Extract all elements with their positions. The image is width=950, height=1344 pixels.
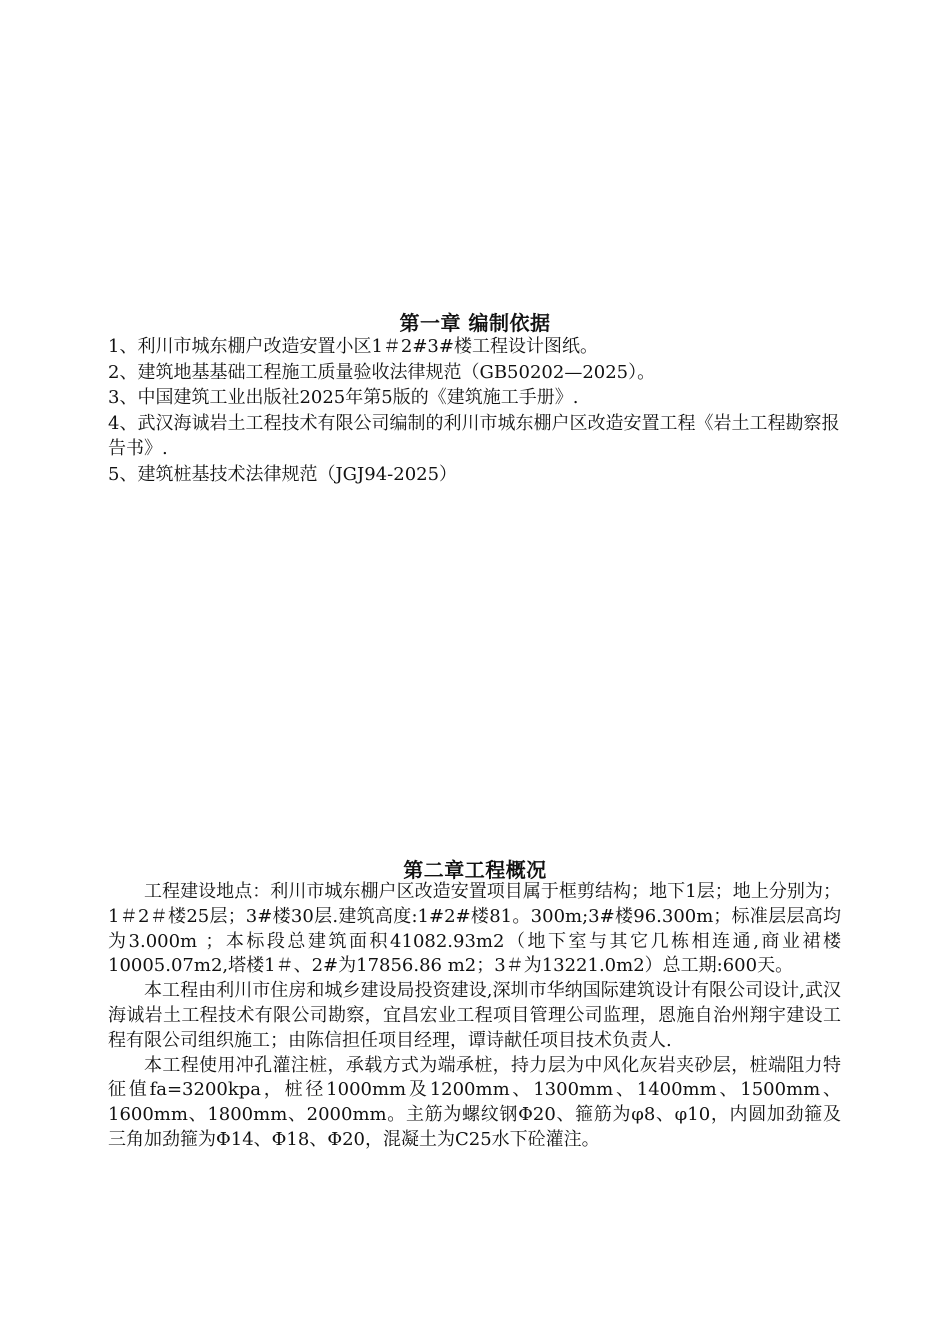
basis-item-4: 4、武汉海诚岩土工程技术有限公司编制的利川市城东棚户区改造安置工程《岩土工程勘察报告书》.	[108, 412, 840, 459]
basis-item-5: 5、建筑桩基技术法律规范（JGJ94-2025）	[108, 463, 458, 485]
chapter-2-title: 第二章工程概况	[403, 858, 547, 882]
chapter-1-title: 第一章 编制依据	[399, 311, 551, 335]
overview-paragraph-location: 工程建设地点：利川市城东棚户区改造安置项目属于框剪结构；地下1层；地上分别为；1＃2＃楼25层；3#楼30层.建筑高度:1#2#楼81。300m;3#楼96.300m；标准层层高均为3.000m ；本标段总建筑面积41082.93m2（地下室与其它几栋相连通,商业裙楼10005.07m2,塔楼1＃、2#为17856.86 m2；3＃为13221.0m2）总工期:600天。	[108, 881, 841, 977]
overview-paragraph-piles: 本工程使用冲孔灌注桩，承载方式为端承桩，持力层为中风化灰岩夹砂层，桩端阻力特征值fa=3200kpa，桩径1000mm及1200mm、1300mm、1400mm、1500mm、1600mm、1800mm、2000mm。主筋为螺纹钢Φ20、箍筋为φ8、φ10，内圆加劲箍及三角加劲箍为Φ14、Φ18、Φ20，混凝土为C25水下砼灌注。	[108, 1054, 841, 1150]
basis-item-3: 3、中国建筑工业出版社2025年第5版的《建筑施工手册》.	[108, 387, 579, 408]
overview-paragraph-parties: 本工程由利川市住房和城乡建设局投资建设,深圳市华纳国际建筑设计有限公司设计,武汉海诚岩土工程技术有限公司勘察，宜昌宏业工程项目管理公司监理，恩施自治州翔宇建设工程有限公司组织施工；由陈信担任项目经理，谭诗献任项目技术负责人.	[108, 980, 841, 1051]
basis-item-2: 2、建筑地基基础工程施工质量验收法律规范（GB50202—2025）。	[108, 361, 656, 383]
basis-item-1: 1、利川市城东棚户改造安置小区1＃2#3#楼工程设计图纸。	[108, 336, 598, 357]
basis-list	[108, 334, 848, 487]
project-overview	[108, 880, 841, 1153]
